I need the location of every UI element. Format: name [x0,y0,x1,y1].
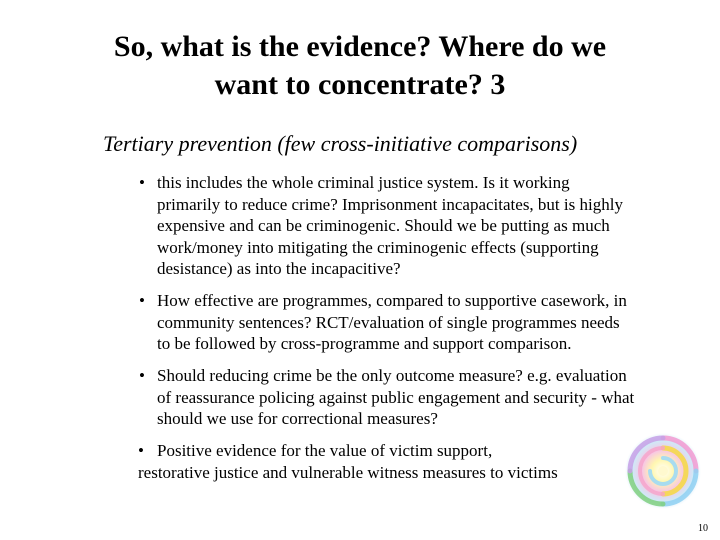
page-number: 10 [698,523,708,534]
bullet-line: to be followed by cross-programme and support comparison. [157,334,572,353]
bullet-dot: • [139,173,145,192]
bullet-line: this includes the whole criminal justice system. Is it working [157,173,570,192]
bullet-dot: • [138,441,144,460]
bullet-item [139,290,627,355]
bullet-line: How effective are programmes, compared to supportive casework, in [157,291,627,310]
bullet-line: Positive evidence for the value of victim support, [157,441,493,460]
swirl-logo-graphic [622,430,704,512]
slide-title-line-1: So, what is the evidence? Where do we [113,30,607,63]
bullet-dot: • [139,366,145,385]
bullet-line: primarily to reduce crime? Imprisonment incapacitates, but is highly [157,194,623,214]
bullet-line: community sentences? RCT/evaluation of single programmes needs [157,312,620,332]
bullet-line: desistance) as into the incapacitive? [157,259,401,278]
bullet-item [139,365,635,430]
bullet-line: of reassurance policing against public engagement and security - what [157,387,635,407]
bullet-dot: • [139,291,145,310]
bullet-item [138,440,558,483]
slide-title-line-2: want to concentrate? 3 [214,68,506,101]
swirl-logo-icon [622,430,704,512]
slide-title [0,28,720,104]
bullet-line: expensive and can be criminogenic. Should we be putting as much [157,216,610,235]
section-subtitle: Tertiary prevention (few cross-initiative comparisons) [103,131,578,156]
bullet-line: Should reducing crime be the only outcome measure? e.g. evaluation [157,366,627,385]
bullet-line: should we use for correctional measures? [157,409,438,428]
bullet-line: work/money into mitigating the criminogenic effects (supporting [157,237,599,257]
bullet-line: restorative justice and vulnerable witness measures to victims [138,462,558,482]
bullet-first-line [138,440,558,462]
bullet-item [139,172,623,280]
